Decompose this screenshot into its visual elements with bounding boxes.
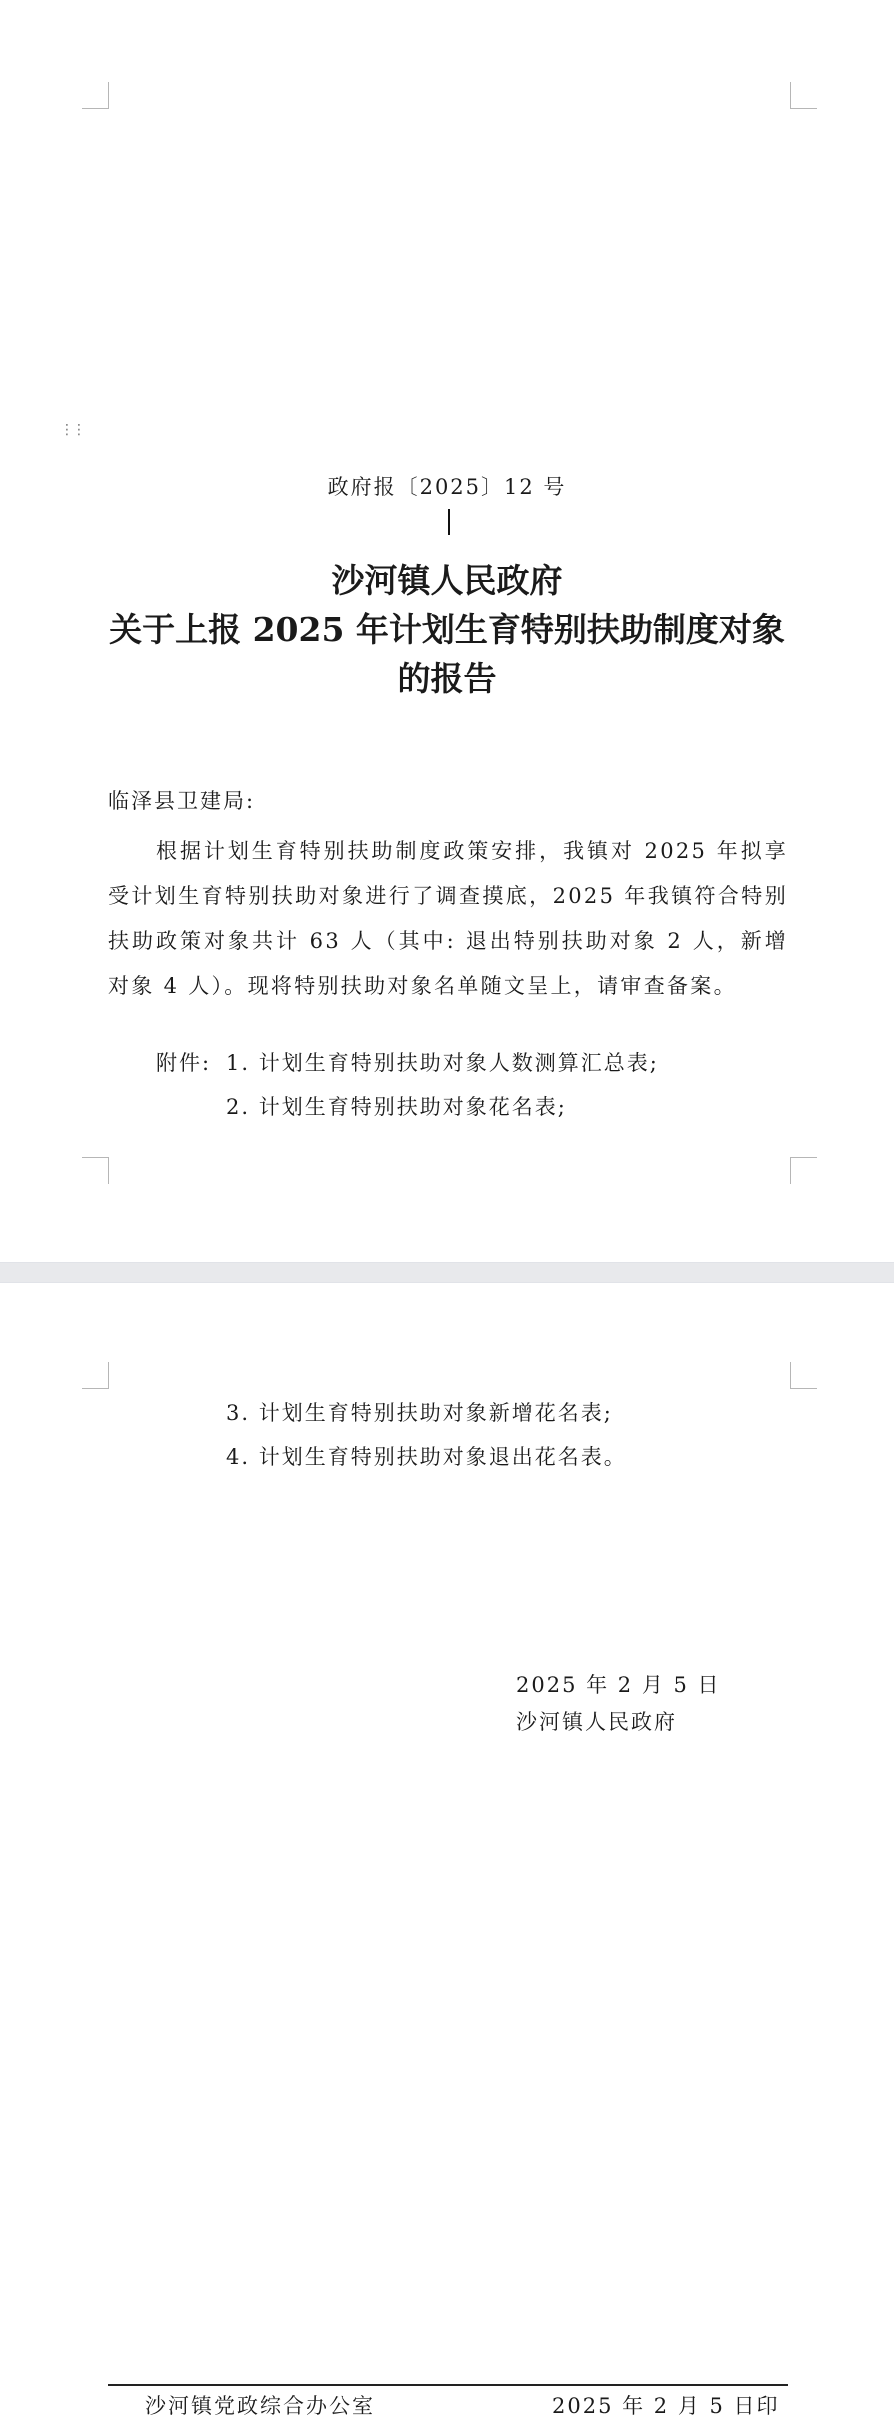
attachment-item: 3. 计划生育特别扶助对象新增花名表;	[226, 1401, 613, 1425]
margin-corner-top-left	[82, 82, 109, 109]
margin-corner-bottom-left	[82, 1157, 109, 1184]
footer-rule	[108, 2384, 788, 2386]
title-line-1: 沙河镇人民政府	[331, 561, 563, 600]
signature-org: 沙河镇人民政府	[516, 1710, 677, 1734]
attachment-item: 4. 计划生育特别扶助对象退出花名表。	[226, 1445, 627, 1469]
footer-date: 2025 年 2 月 5 日印	[552, 2394, 780, 2418]
title-line-2: 关于上报 2025 年计划生育特别扶助制度对象	[109, 610, 785, 649]
title-line-3: 的报告	[397, 659, 497, 698]
margin-corner-top-left	[82, 1362, 109, 1389]
attachment-item: 1. 计划生育特别扶助对象人数测算汇总表;	[226, 1051, 659, 1075]
document-page-2	[0, 1283, 894, 2421]
margin-corner-bottom-right	[790, 1157, 817, 1184]
drag-handle-icon[interactable]: ⋮⋮	[60, 422, 84, 438]
document-number: 政府报〔2025〕12 号	[327, 475, 567, 499]
body-paragraph: 根据计划生育特别扶助制度政策安排，我镇对 2025 年拟享受计划生育特别扶助对象进行了调查摸底，2025 年我镇符合特别扶助政策对象共计 63 人（其中: 退出特别扶助对象 2 人，新增对象 4 人）。现将特别扶助对象名单随文呈上，请审查备案。	[108, 839, 788, 998]
attachment-item: 2. 计划生育特别扶助对象花名表;	[226, 1095, 567, 1119]
attachments-label: 附件:	[156, 1051, 212, 1075]
recipient: 临泽县卫建局:	[108, 789, 256, 813]
margin-corner-top-right	[790, 1362, 817, 1389]
footer-org: 沙河镇党政综合办公室	[145, 2394, 375, 2418]
text-cursor	[448, 509, 450, 535]
signature-date: 2025 年 2 月 5 日	[516, 1673, 721, 1697]
margin-corner-top-right	[790, 82, 817, 109]
